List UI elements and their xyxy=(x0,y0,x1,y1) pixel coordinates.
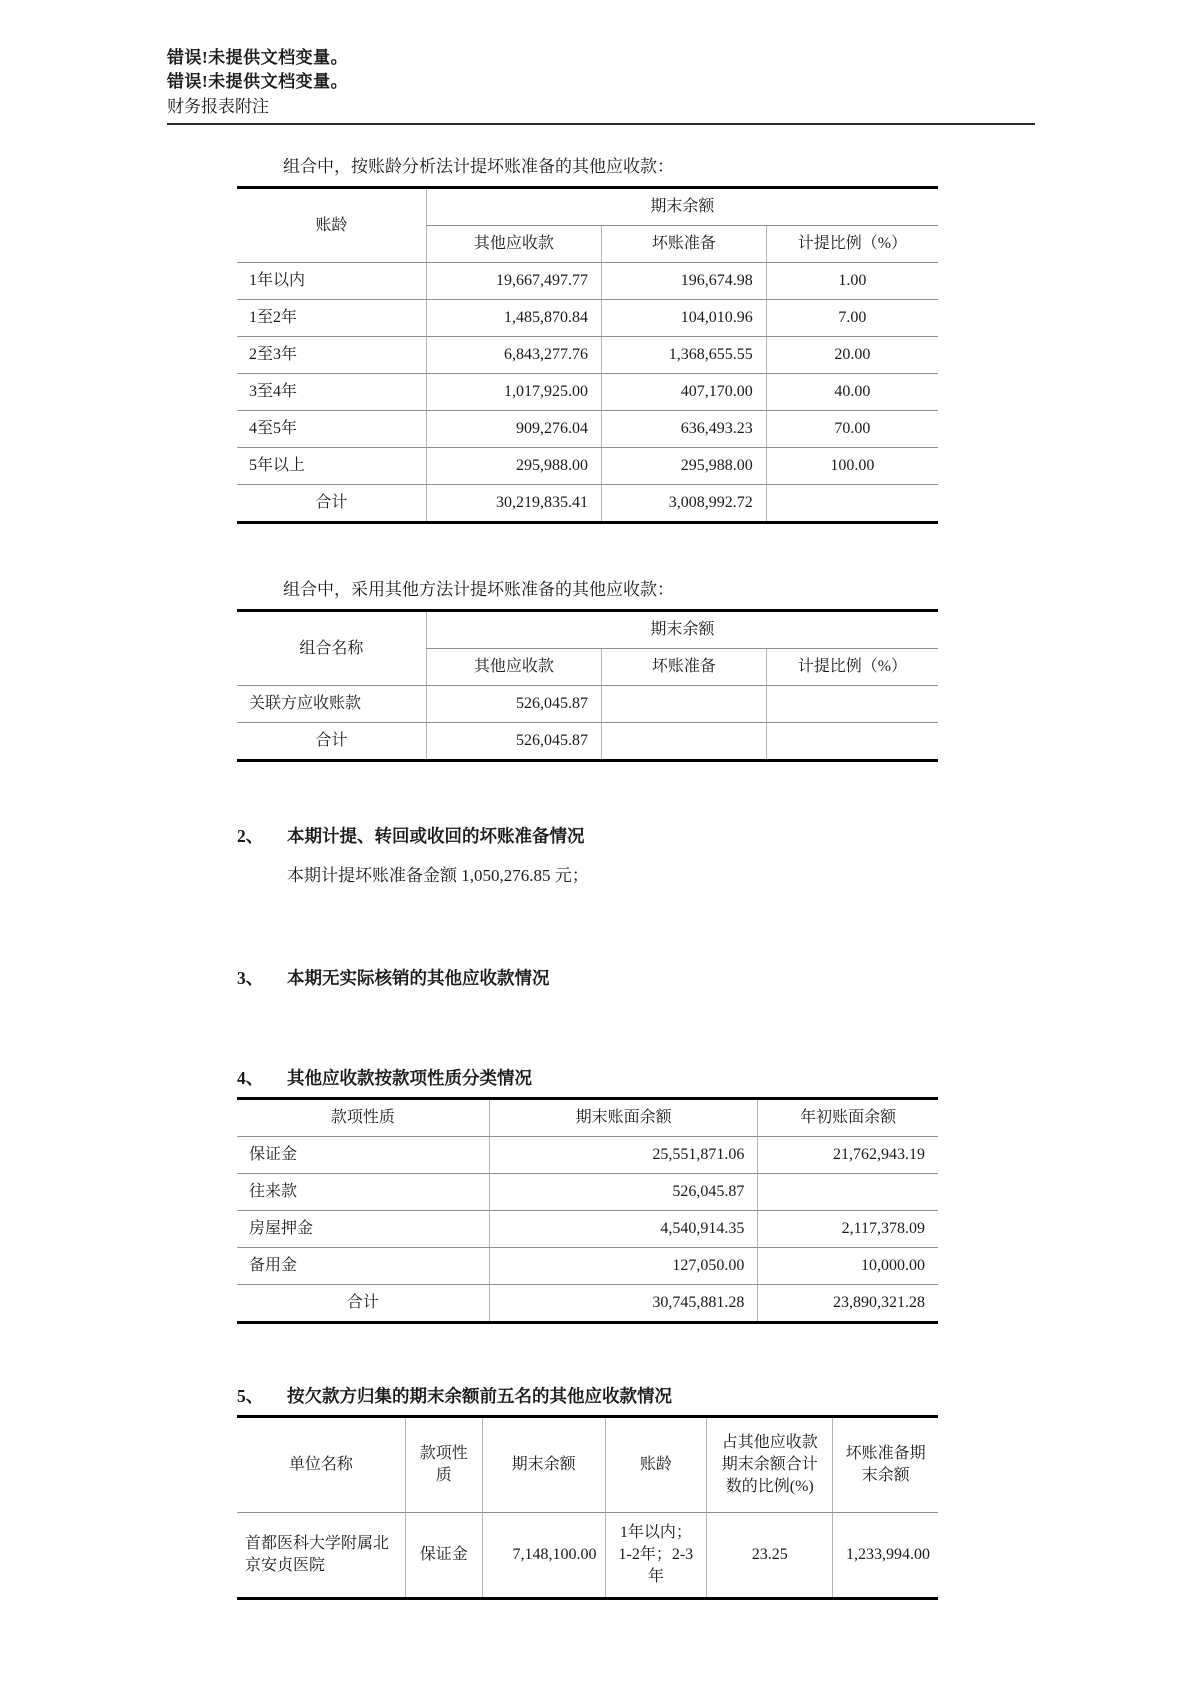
column-header-receivable: 其他应收款 xyxy=(426,226,601,263)
column-header-ratio: 计提比例（%） xyxy=(766,226,938,263)
section-3-number: 3、 xyxy=(237,968,264,988)
table-row xyxy=(237,300,938,337)
total-label: 合计 xyxy=(346,1294,379,1311)
nature-cell: 房屋押金 xyxy=(237,1211,489,1248)
column-header-unit-name: 单位名称 xyxy=(237,1417,405,1513)
receivable-cell: 1,485,870.84 xyxy=(426,300,601,337)
age-cell: 4至5年 xyxy=(237,411,426,448)
receivable-cell: 526,045.87 xyxy=(426,686,601,723)
top-five-debtors-table xyxy=(237,1415,938,1600)
table-header-row xyxy=(237,611,938,649)
table-total-row xyxy=(237,485,938,523)
total-label: 合计 xyxy=(315,494,348,511)
column-header-portfolio-name: 组合名称 xyxy=(237,611,426,686)
table-row xyxy=(237,337,938,374)
receivable-cell: 6,843,277.76 xyxy=(426,337,601,374)
table-row xyxy=(237,1513,938,1599)
section-4-number: 4、 xyxy=(237,1068,264,1088)
opening-balance-cell: 2,117,378.09 xyxy=(758,1211,938,1248)
ratio-cell: 7.00 xyxy=(766,300,938,337)
section-4-title: 其他应收款按款项性质分类情况 xyxy=(287,1068,532,1088)
proportion-cell: 23.25 xyxy=(707,1513,833,1599)
receivable-cell: 295,988.00 xyxy=(426,448,601,485)
nature-cell: 往来款 xyxy=(237,1174,489,1211)
table-row xyxy=(237,1174,938,1211)
table-row xyxy=(237,374,938,411)
table-row xyxy=(237,448,938,485)
section-4-heading xyxy=(237,1066,938,1090)
closing-balance-cell: 25,551,871.06 xyxy=(489,1137,757,1174)
nature-classification-table xyxy=(237,1097,938,1324)
provision-cell: 104,010.96 xyxy=(602,300,767,337)
column-header-proportion: 占其他应收款期末余额合计数的比例(%) xyxy=(707,1417,833,1513)
age-cell: 5年以上 xyxy=(237,448,426,485)
receivable-cell: 1,017,925.00 xyxy=(426,374,601,411)
nature-cell: 保证金 xyxy=(405,1513,482,1599)
nature-cell: 保证金 xyxy=(237,1137,489,1174)
age-cell: 2至3年 xyxy=(237,337,426,374)
column-header-age: 账龄 xyxy=(237,188,426,263)
table-row xyxy=(237,1211,938,1248)
provision-cell: 1,368,655.55 xyxy=(602,337,767,374)
section-2-number: 2、 xyxy=(237,826,264,846)
other-method-intro-text: 组合中，采用其他方法计提坏账准备的其他应收款： xyxy=(283,580,674,599)
table-row xyxy=(237,263,938,300)
total-ratio-cell xyxy=(766,723,938,761)
table-header-row xyxy=(237,1417,938,1513)
bottom-whitespace xyxy=(237,1600,938,1610)
column-header-provision: 坏账准备 xyxy=(602,649,767,686)
section-2-heading xyxy=(237,824,938,848)
section-3-heading xyxy=(237,966,938,990)
provision-balance-cell: 1,233,994.00 xyxy=(833,1513,938,1599)
table-row xyxy=(237,411,938,448)
column-header-nature: 款项性质 xyxy=(405,1417,482,1513)
content-column xyxy=(237,155,938,1610)
provision-cell: 196,674.98 xyxy=(602,263,767,300)
column-header-age: 账龄 xyxy=(605,1417,707,1513)
aging-intro-text: 组合中，按账龄分析法计提坏账准备的其他应收款： xyxy=(283,157,674,176)
column-header-period-end: 期末余额 xyxy=(426,611,938,649)
column-header-ratio: 计提比例（%） xyxy=(766,649,938,686)
column-header-provision-balance: 坏账准备期末余额 xyxy=(833,1417,938,1513)
age-cell: 1年以内 xyxy=(237,263,426,300)
unit-name-cell: 首都医科大学附属北京安贞医院 xyxy=(245,1535,390,1574)
total-ratio-cell xyxy=(766,485,938,523)
opening-balance-cell: 10,000.00 xyxy=(758,1248,938,1285)
age-cell: 1至2年 xyxy=(237,300,426,337)
table-total-row xyxy=(237,723,938,761)
table-row xyxy=(237,1248,938,1285)
section-5-number: 5、 xyxy=(237,1386,264,1406)
column-header-receivable: 其他应收款 xyxy=(426,649,601,686)
opening-balance-cell: 21,762,943.19 xyxy=(758,1137,938,1174)
ratio-cell: 40.00 xyxy=(766,374,938,411)
ratio-cell: 1.00 xyxy=(766,263,938,300)
provision-cell: 636,493.23 xyxy=(602,411,767,448)
section-5-heading xyxy=(237,1384,938,1408)
page-header xyxy=(167,46,1037,120)
receivable-cell: 909,276.04 xyxy=(426,411,601,448)
section-2-title: 本期计提、转回或收回的坏账准备情况 xyxy=(287,826,585,846)
column-header-period-end: 期末余额 xyxy=(426,188,938,226)
closing-balance-cell: 4,540,914.35 xyxy=(489,1211,757,1248)
column-header-provision: 坏账准备 xyxy=(602,226,767,263)
header-error-line-1: 错误!未提供文档变量。 xyxy=(167,48,349,67)
section-2-body: 本期计提坏账准备金额 1,050,276.85 元； xyxy=(287,866,589,885)
table-row xyxy=(237,1137,938,1174)
provision-cell: 295,988.00 xyxy=(602,448,767,485)
total-provision-cell: 3,008,992.72 xyxy=(602,485,767,523)
aging-analysis-table xyxy=(237,186,938,524)
closing-balance-cell: 526,045.87 xyxy=(489,1174,757,1211)
total-closing-balance-cell: 30,745,881.28 xyxy=(489,1285,757,1323)
total-receivable-cell: 30,219,835.41 xyxy=(426,485,601,523)
column-header-opening-balance: 年初账面余额 xyxy=(758,1099,938,1137)
total-provision-cell xyxy=(602,723,767,761)
document-title: 财务报表附注 xyxy=(167,97,269,116)
closing-balance-cell: 127,050.00 xyxy=(489,1248,757,1285)
opening-balance-cell xyxy=(758,1174,938,1211)
age-cell: 1年以内；1-2年；2-3年 xyxy=(605,1513,707,1599)
age-cell: 3至4年 xyxy=(237,374,426,411)
table-total-row xyxy=(237,1285,938,1323)
column-header-closing-balance: 期末余额 xyxy=(482,1417,605,1513)
receivable-cell: 19,667,497.77 xyxy=(426,263,601,300)
total-opening-balance-cell: 23,890,321.28 xyxy=(758,1285,938,1323)
portfolio-name-cell: 关联方应收账款 xyxy=(237,686,426,723)
provision-cell xyxy=(602,686,767,723)
header-divider xyxy=(167,123,1035,125)
ratio-cell xyxy=(766,686,938,723)
ratio-cell: 70.00 xyxy=(766,411,938,448)
table-row xyxy=(237,686,938,723)
header-error-line-2: 错误!未提供文档变量。 xyxy=(167,72,349,91)
ratio-cell: 100.00 xyxy=(766,448,938,485)
table-header-row xyxy=(237,188,938,226)
total-receivable-cell: 526,045.87 xyxy=(426,723,601,761)
other-method-table xyxy=(237,609,938,762)
section-5-title: 按欠款方归集的期末余额前五名的其他应收款情况 xyxy=(287,1386,672,1406)
nature-cell: 备用金 xyxy=(237,1248,489,1285)
total-label: 合计 xyxy=(315,732,348,749)
closing-balance-cell: 7,148,100.00 xyxy=(482,1513,605,1599)
table-header-row xyxy=(237,1099,938,1137)
column-header-closing-balance: 期末账面余额 xyxy=(489,1099,757,1137)
column-header-nature: 款项性质 xyxy=(237,1099,489,1137)
section-3-title: 本期无实际核销的其他应收款情况 xyxy=(287,968,550,988)
ratio-cell: 20.00 xyxy=(766,337,938,374)
provision-cell: 407,170.00 xyxy=(602,374,767,411)
